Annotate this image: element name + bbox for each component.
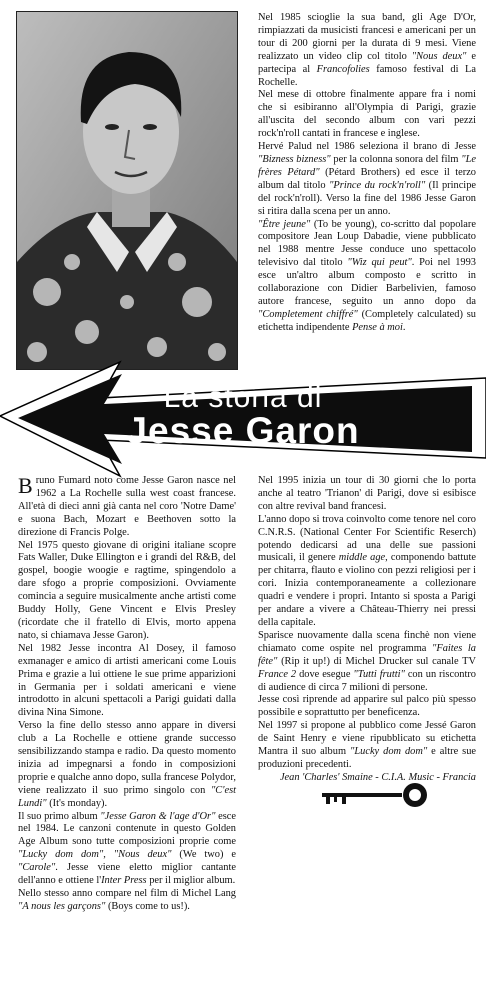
text-run: (Pétard Brothers) ed esce il terzo album dal titolo: [258, 166, 477, 191]
drop-cap: B: [18, 473, 33, 498]
italic-text-run: "Lucky dom dom": [350, 746, 428, 758]
artist-photo: [16, 11, 238, 370]
text-run: famoso festival di La Rochelle.: [258, 63, 476, 88]
paragraph: [258, 12, 476, 89]
artist-portrait-image: [17, 12, 237, 369]
article-column-bottom-left: [18, 475, 236, 914]
text-run: e altre sue produzioni precedenti.: [258, 746, 477, 770]
text-run: per il miglior album.: [146, 875, 236, 887]
text-run: (Il principe del rock'n'roll). Verso la fine del 1986 Jesse Garon si ritira dalla scena per un anno.: [258, 179, 477, 217]
italic-text-run: "C'est Lundi": [18, 784, 236, 809]
italic-text-run: "Être jeune": [258, 218, 311, 230]
text-run: , componendo battute per chitarra, flauto e violino con pezzi religiosi per i cori. Inizia contemporaneamente a collezionare quadri e vendere i propri. Intanto si sposta a Parigi per andare a vivere a Château-Thierry nei pressi della capitale.: [258, 552, 476, 628]
key-ornament-icon: [320, 780, 440, 810]
italic-text-run: "Prince du rock'n'roll": [329, 179, 426, 191]
text-run: Sparisce nuovamente dalla scena finchè non viene chiamato come ospite nel programma: [258, 629, 476, 654]
italic-text-run: "Tutti frutti": [353, 668, 405, 680]
paragraph: [18, 643, 236, 720]
text-run: Nel 1985 scioglie la sua band, gli Age D'Or, rimpiazzati da musicisti francesi e americani per un tour di 200 giorni per la durata di 9 mesi. Viene realizzato un video clip col titolo: [258, 12, 476, 62]
text-run: Il suo primo album: [18, 810, 101, 822]
text-run: con un riscontro di audience di circa 7 milioni di persone.: [258, 668, 476, 693]
text-run: Nel 1975 questo giovane di origini italiane scopre Fats Waller, Duke Ellington e i grandi del R&B, del gospel, boogie woogie e ragtime, spingendolo a dare sfogo a proprie composizioni. Ovviamente comincia a seguire musicalmente anche artisti come Buddy Holly, Gene Vincent e Elvis Presley (ricordate che il fratello di Elvis, morto appena nato, si chiamava Jesse Garon).: [18, 539, 236, 641]
text-run: Verso la fine dello stesso anno appare in diversi club a La Rochelle e ottiene grande successo sensibilizzando stampa e radio. Da questo momento inizia ad impegnarsi a fondo in composizioni proprie e qualche anno dopo, sulla francese Polydor, viene realizzato il suo primo singolo con: [18, 720, 237, 796]
italic-text-run: "Completement chiffré": [258, 308, 358, 320]
paragraph: [258, 219, 476, 335]
italic-text-run: "Nous deux": [113, 849, 172, 861]
italic-text-run: "Le frères Pétard": [258, 153, 476, 178]
italic-text-run: Francofolies: [316, 63, 370, 75]
text-run: . Jesse viene eletto miglior cantante dell'anno e ottiene l': [18, 862, 236, 887]
italic-text-run: middle age: [338, 552, 386, 564]
paragraph: [258, 514, 476, 630]
text-run: (Completely calculated) su etichetta indipendente: [258, 308, 477, 333]
text-run: L'anno dopo si trova coinvolto come tenore nel coro C.N.R.S. (National Center For Scientific Reserch) potendo dedicarsi ad una delle sue passioni musicali, il genere: [258, 513, 476, 564]
italic-text-run: "Bizness bizness": [258, 153, 331, 165]
italic-text-run: France 2: [258, 668, 297, 680]
text-run: Nello stesso anno compare nel film di Michel Lang: [18, 888, 236, 899]
italic-text-run: "Wiz qui peut": [347, 257, 412, 269]
text-run: per la colonna sonora del film: [330, 153, 462, 165]
paragraph: [18, 811, 236, 888]
italic-text-run: Pense à moi: [352, 321, 403, 333]
paragraph: [258, 475, 476, 514]
paragraph: [258, 89, 476, 141]
text-run: (To be young), co-scritto dal popolare compositore Jean Loup Dabadie, viene pubblicato nel 1988 mentre Jesse conduce uno spettacolo televisivo dal titolo: [258, 218, 476, 269]
text-run: (We two) e: [171, 849, 236, 861]
text-run: . Poi nel 1993 esce un'altro album composto e scritto in collaborazione con Didier Barbelivien, famoso autore francese, seguito un anno dopo da: [258, 257, 476, 307]
text-run: Nel 1995 inizia un tour di 30 giorni che lo porta anche al teatro 'Trianon' di Parigi, dove si esibisce con altre revival band francesi.: [258, 475, 476, 512]
italic-text-run: "Jesse Garon & l'age d'Or": [100, 810, 216, 822]
bottom-right-paragraphs: [258, 475, 476, 772]
text-run: runo Fumard noto come Jesse Garon nasce nel 1962 a La Rochelle sulla west coast francese. All'età di dieci anni già canta nel coro 'Notre Dame' e suona Bach, Mozart e Beethoven sotto la direzione di Francis Polge.: [18, 475, 236, 538]
bottom-left-paragraphs: [18, 475, 236, 914]
text-run: Jesse così riprende ad apparire sul palco più spesso possibile e soprattutto per beneficenza.: [258, 694, 476, 719]
text-run: ,: [103, 849, 114, 861]
text-run: Nel 1982 Jesse incontra Al Dosey, il famoso exmanager e amico di artisti americani come Louis Prima e grazie a lui ottiene le sue prime apparizioni in Germania per i soldati americani e viene introdotto in alcuni spettacoli a Parigi guidati dalla divina Nina Simone.: [18, 642, 236, 719]
paragraph: [18, 720, 236, 810]
italic-text-run: Inter Press: [101, 875, 147, 887]
paragraph: [18, 888, 236, 914]
title-line-2: Jesse Garon: [126, 410, 360, 451]
paragraph: [258, 630, 476, 695]
paragraph: [258, 720, 476, 772]
text-run: Nel 1997 si propone al pubblico come Jessé Garon de Saint Henry e viene ripubblicato su etichetta Mantra il suo album: [258, 720, 476, 758]
italic-text-run: "A nous les garçons": [18, 900, 106, 912]
article-column-top-right: [258, 12, 476, 335]
text-run: Hervé Palud nel 1986 seleziona il brano di Jesse: [258, 141, 476, 153]
text-run: .: [402, 321, 406, 333]
paragraph: [18, 540, 236, 643]
italic-text-run: "Faites la fête": [258, 642, 476, 667]
text-run: esce nel 1984. Le canzoni contenute in questo Golden Age Album sono tutte composizioni proprie come: [18, 810, 236, 848]
italic-text-run: "Carole": [18, 862, 56, 874]
paragraph: [258, 141, 476, 218]
text-run: Nel mese di ottobre finalmente appare fra i nomi che si esibiranno all'Olympia di Parigi, grazie all'uscita del secondo album con vari pezzi rock'n'roll cantati in francese e inglese.: [258, 89, 476, 140]
paragraph: [258, 694, 476, 720]
text-run: (Rip it up!) di Michel Drucker sul canale TV: [277, 655, 476, 667]
italic-text-run: "Lucky dom dom": [18, 849, 104, 861]
text-run: dove esegue: [296, 668, 354, 680]
text-run: e partecipa al: [258, 50, 476, 75]
paragraph: [18, 475, 236, 540]
text-run: (It's monday).: [46, 797, 108, 809]
title-line-1: La storia di: [163, 381, 323, 414]
text-run: (Boys come to us!).: [105, 900, 190, 912]
italic-text-run: "Nous deux": [411, 50, 467, 62]
article-column-bottom-right: [258, 475, 476, 785]
author-credit: Jean 'Charles' Smaine - C.I.A. Music - Francia: [279, 771, 476, 783]
